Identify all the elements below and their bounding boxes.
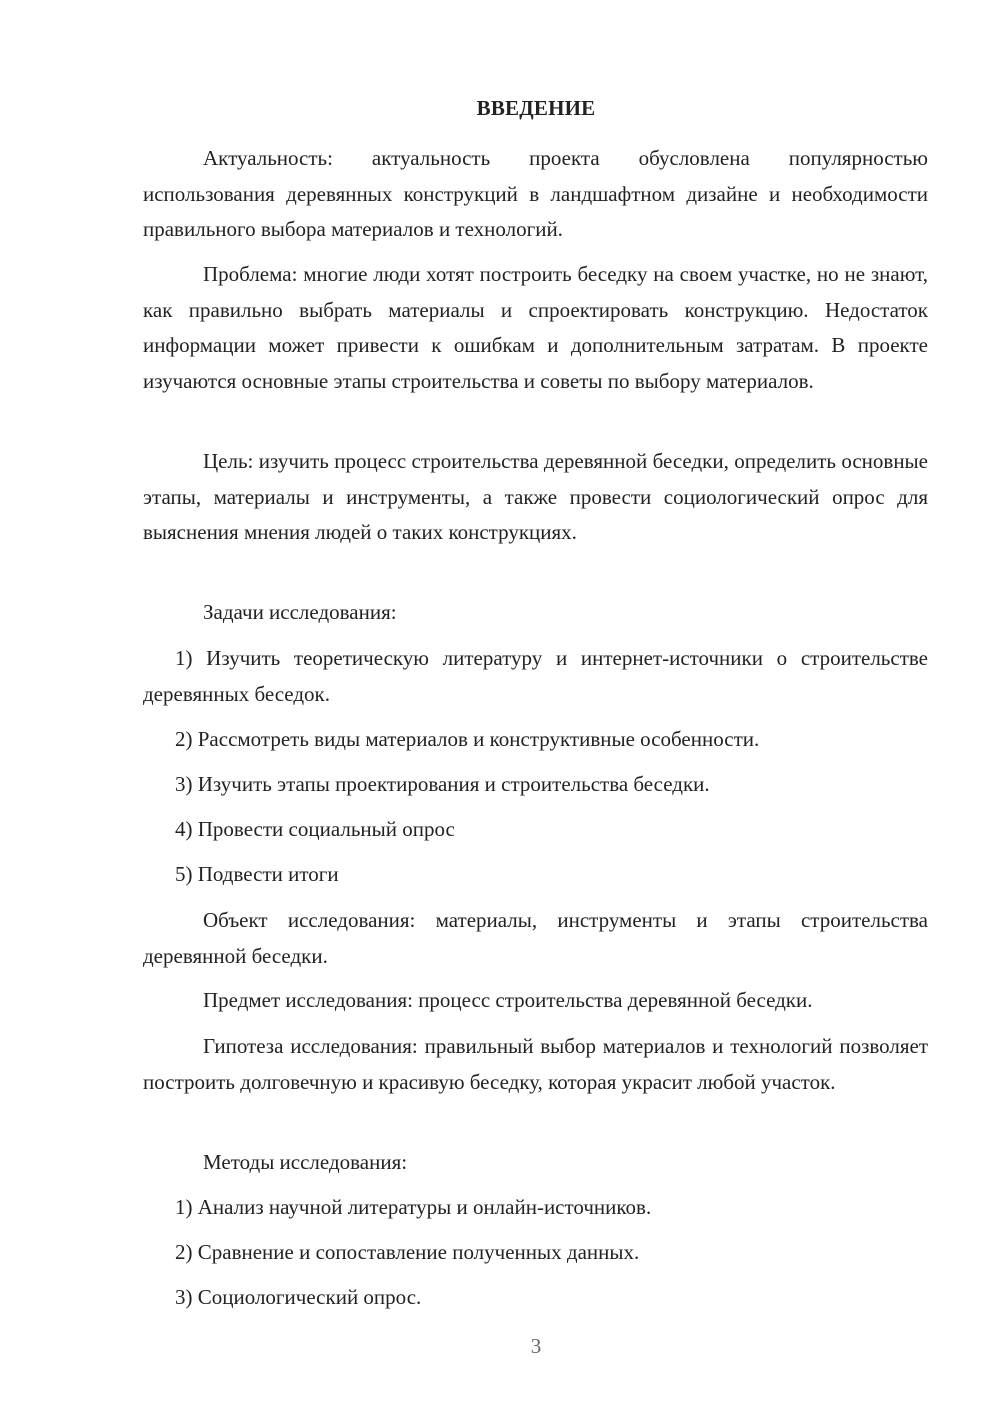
paragraph-goal: Цель: изучить процесс строительства деревянной беседки, определить основные этапы, материалы и инструменты, а также провести социологический опрос для выяснения мнения людей о таких конструкциях.: [143, 449, 928, 544]
method-item-1: 1) Анализ научной литературы и онлайн-источников.: [175, 1195, 652, 1219]
methods-heading: Методы исследования:: [203, 1150, 408, 1174]
method-item-3: 3) Социологический опрос.: [175, 1285, 422, 1309]
paragraph-hypothesis: Гипотеза исследования: правильный выбор материалов и технологий позволяет построить долговечную и красивую беседку, которая украсит любой участок.: [143, 1034, 928, 1094]
paragraph-object: Объект исследования: материалы, инструменты и этапы строительства деревянной беседки.: [143, 908, 928, 968]
task-item-5: 5) Подвести итоги: [175, 862, 339, 886]
task-item-1: 1) Изучить теоретическую литературу и интернет-источники о строительстве деревянных беседок.: [143, 646, 928, 706]
page-title: ВВЕДЕНИЕ: [476, 96, 596, 120]
task-item-2: 2) Рассмотреть виды материалов и конструктивные особенности.: [175, 727, 760, 751]
paragraph-problem: Проблема: многие люди хотят построить беседку на своем участке, но не знают, как правильно выбрать материалы и спроектировать конструкцию. Недостаток информации может привести к ошибкам и дополнительным затратам. В проекте изучаются основные этапы строительства и советы по выбору материалов.: [143, 262, 928, 393]
page-number: 3: [530, 1334, 542, 1358]
tasks-heading: Задачи исследования:: [203, 600, 397, 624]
method-item-2: 2) Сравнение и сопоставление полученных данных.: [175, 1240, 640, 1264]
task-item-4: 4) Провести социальный опрос: [175, 817, 455, 841]
paragraph-relevance: Актуальность: актуальность проекта обусловлена популярностью использования деревянных конструкций в ландшафтном дизайне и необходимости правильного выбора материалов и технологий.: [143, 146, 928, 241]
task-item-3: 3) Изучить этапы проектирования и строительства беседки.: [175, 772, 710, 796]
paragraph-subject: Предмет исследования: процесс строительства деревянной беседки.: [203, 988, 813, 1012]
